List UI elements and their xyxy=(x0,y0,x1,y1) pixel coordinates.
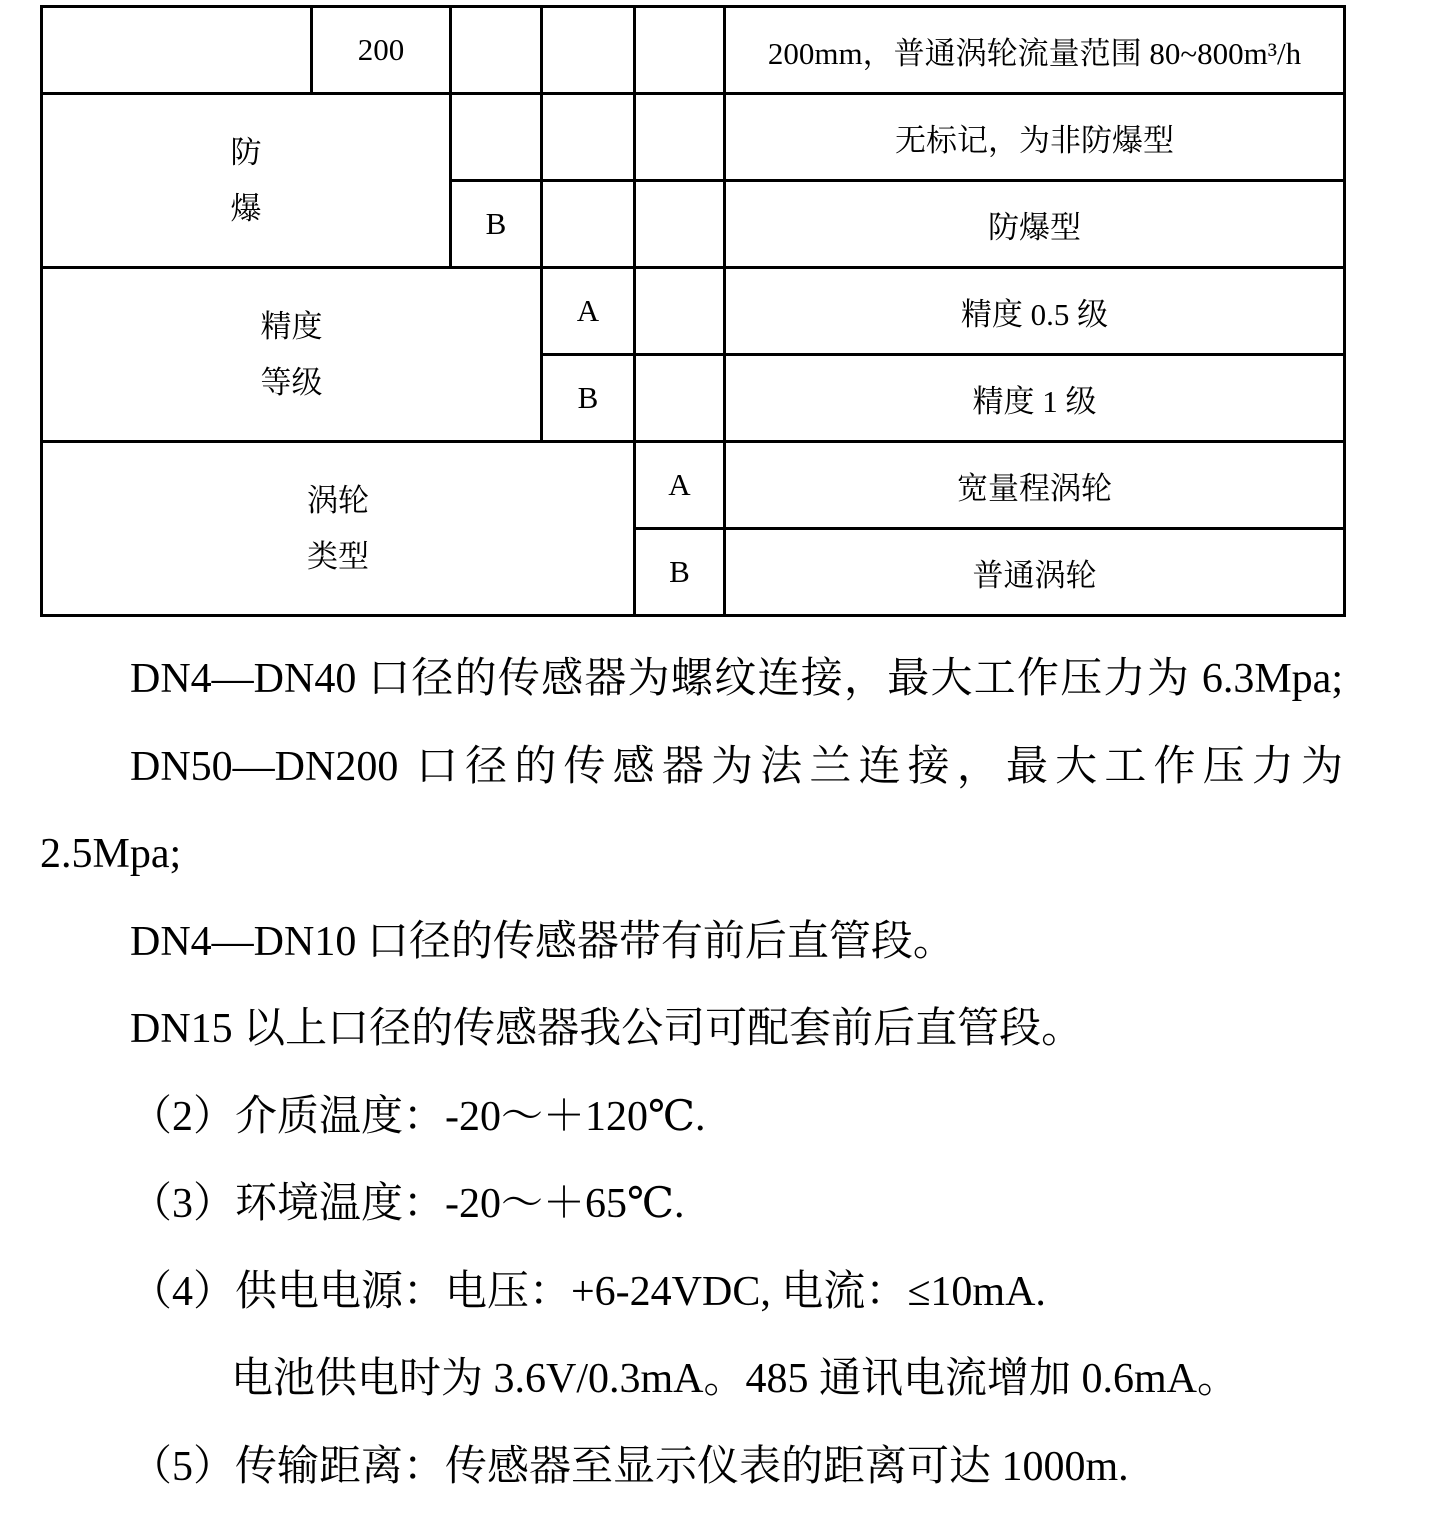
cell-dn-desc: 200mm，普通涡轮流量范围 80~800m³/h xyxy=(725,7,1345,94)
body-line: DN4—DN10 口径的传感器带有前后直管段。 xyxy=(130,918,955,965)
cell-empty xyxy=(451,7,542,94)
cell-empty xyxy=(635,268,725,355)
document-page xyxy=(0,5,1432,1525)
cell-code: B xyxy=(451,181,542,268)
cell-empty xyxy=(542,7,635,94)
cell-category-explosionproof xyxy=(42,94,451,268)
cell-empty xyxy=(542,181,635,268)
body-line: （4）供电电源：电压：+6-24VDC, 电流：≤10mA. xyxy=(130,1268,1046,1315)
cell-code: A xyxy=(635,442,725,529)
cell-empty xyxy=(635,94,725,181)
cell-code: A xyxy=(542,268,635,355)
cell-desc: 防爆型 xyxy=(725,181,1345,268)
cell-category-accuracy xyxy=(42,268,542,442)
body-line: 电池供电时为 3.6V/0.3mA。485 通讯电流增加 0.6mA。 xyxy=(231,1356,1240,1402)
cell-desc: 普通涡轮 xyxy=(725,529,1345,616)
cell-empty xyxy=(42,7,312,94)
table-row-dn200 xyxy=(42,7,1345,94)
cell-empty xyxy=(542,94,635,181)
body-text xyxy=(40,636,1343,1511)
cell-desc: 宽量程涡轮 xyxy=(725,442,1345,529)
body-line: （5）传输距离：传感器至显示仪表的距离可达 1000m. xyxy=(130,1443,1129,1490)
cell-desc: 无标记，为非防爆型 xyxy=(725,94,1345,181)
cell-empty xyxy=(635,181,725,268)
cell-empty xyxy=(635,7,725,94)
model-selection-table xyxy=(40,5,1346,617)
body-line: （3）环境温度：-20～＋65℃. xyxy=(130,1181,685,1227)
cell-dn-code: 200 xyxy=(312,7,451,94)
table-row-turbine-a xyxy=(42,442,1345,529)
cell-category-turbine-type xyxy=(42,442,635,616)
category-label: 防爆 xyxy=(230,134,262,226)
cell-code: B xyxy=(542,355,635,442)
table-row-accuracy-a xyxy=(42,268,1345,355)
body-line: DN4—DN40 口径的传感器为螺纹连接，最大工作压力为 6.3Mpa; xyxy=(130,656,1343,702)
table-row-explosionproof-none xyxy=(42,94,1345,181)
cell-desc: 精度 0.5 级 xyxy=(725,268,1345,355)
cell-desc: 精度 1 级 xyxy=(725,355,1345,442)
cell-empty xyxy=(635,355,725,442)
cell-code xyxy=(451,94,542,181)
body-line: DN15 以上口径的传感器我公司可配套前后直管段。 xyxy=(130,1006,1084,1052)
body-line: DN50—DN200 口径的传感器为法兰连接，最大工作压力为 xyxy=(130,743,1343,790)
body-line: （2）介质温度：-20～＋120℃. xyxy=(130,1093,706,1140)
cell-code: B xyxy=(635,529,725,616)
category-label: 精度等级 xyxy=(260,308,323,400)
category-label: 涡轮类型 xyxy=(307,482,369,574)
body-line: 2.5Mpa; xyxy=(40,831,182,877)
